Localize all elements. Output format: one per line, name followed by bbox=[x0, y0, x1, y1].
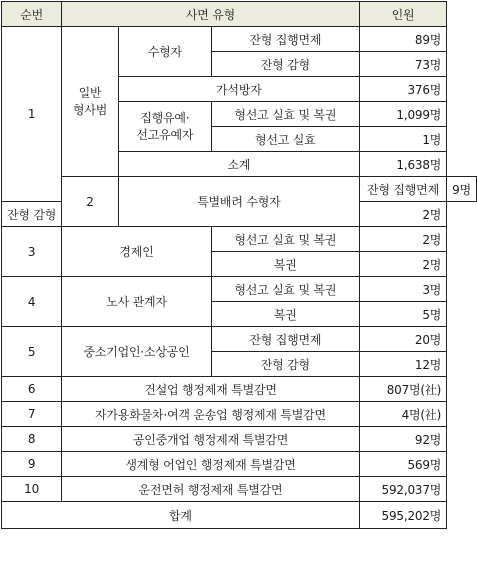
total-count: 595,202명 bbox=[359, 502, 446, 529]
row-number: 3 bbox=[2, 227, 62, 277]
table-row bbox=[2, 427, 477, 452]
category-label: 노사 관계자 bbox=[62, 277, 212, 327]
category-label: 생계형 어업인 행정제재 특별감면 bbox=[62, 452, 360, 477]
table-row bbox=[2, 27, 477, 52]
count-value: 4명(社) bbox=[359, 402, 446, 427]
count-value: 592,037명 bbox=[359, 477, 446, 502]
detail-label: 잔형 감형 bbox=[211, 352, 359, 377]
count-value: 20명 bbox=[359, 327, 446, 352]
detail-label: 형선고 실효 bbox=[211, 127, 359, 152]
detail-label: 형선고 실효 및 복권 bbox=[211, 277, 359, 302]
count-value: 569명 bbox=[359, 452, 446, 477]
category-general-criminal bbox=[62, 27, 119, 177]
category-label: 운전면허 행정제재 특별감면 bbox=[62, 477, 360, 502]
row-number: 7 bbox=[2, 402, 62, 427]
subtotal-label: 소계 bbox=[118, 152, 359, 177]
count-value: 5명 bbox=[359, 302, 446, 327]
subcategory-line-2: 선고유예자 bbox=[136, 127, 194, 142]
count-value: 807명(社) bbox=[359, 377, 446, 402]
row-number: 9 bbox=[2, 452, 62, 477]
detail-label: 잔형 집행면제 bbox=[211, 27, 359, 52]
count-value: 9명 bbox=[447, 177, 477, 202]
category-label: 중소기업인·소상공인 bbox=[62, 327, 212, 377]
subcategory-inmates: 수형자 bbox=[118, 27, 211, 77]
total-label: 합계 bbox=[2, 502, 360, 529]
table-row bbox=[2, 477, 477, 502]
row-number: 6 bbox=[2, 377, 62, 402]
header-row bbox=[2, 2, 477, 27]
count-value: 12명 bbox=[359, 352, 446, 377]
row-number: 8 bbox=[2, 427, 62, 452]
table-row bbox=[2, 452, 477, 477]
detail-label: 잔형 감형 bbox=[2, 202, 62, 227]
detail-label: 잔형 집행면제 bbox=[359, 177, 446, 202]
table-row bbox=[2, 377, 477, 402]
detail-label: 복권 bbox=[211, 252, 359, 277]
table-row bbox=[2, 327, 477, 352]
count-value: 73명 bbox=[359, 52, 446, 77]
total-row bbox=[2, 502, 477, 529]
count-value: 2명 bbox=[359, 252, 446, 277]
subcategory-suspended-sentence bbox=[118, 102, 211, 152]
category-line-2: 형사범 bbox=[72, 102, 108, 117]
table-row bbox=[2, 227, 477, 252]
count-value: 1명 bbox=[359, 127, 446, 152]
count-value: 376명 bbox=[359, 77, 446, 102]
header-amnesty-type: 사면 유형 bbox=[62, 2, 360, 27]
count-value: 89명 bbox=[359, 27, 446, 52]
row-number: 10 bbox=[2, 477, 62, 502]
count-value: 2명 bbox=[359, 202, 446, 227]
header-number: 순번 bbox=[2, 2, 62, 27]
subtotal-count: 1,638명 bbox=[359, 152, 446, 177]
amnesty-table-container bbox=[1, 1, 477, 529]
category-label: 자가용화물차·여객 운송업 행정제재 특별감면 bbox=[62, 402, 360, 427]
row-number: 5 bbox=[2, 327, 62, 377]
count-value: 1,099명 bbox=[359, 102, 446, 127]
detail-label: 잔형 집행면제 bbox=[211, 327, 359, 352]
row-number: 4 bbox=[2, 277, 62, 327]
subcategory-line-1: 집행유예· bbox=[140, 110, 190, 125]
table-row bbox=[2, 402, 477, 427]
detail-label: 복권 bbox=[211, 302, 359, 327]
count-value: 92명 bbox=[359, 427, 446, 452]
category-label: 공인중개업 행정제재 특별감면 bbox=[62, 427, 360, 452]
amnesty-summary-table bbox=[1, 1, 477, 529]
count-value: 3명 bbox=[359, 277, 446, 302]
table-row bbox=[2, 277, 477, 302]
table-row bbox=[2, 177, 477, 202]
row-number: 1 bbox=[2, 27, 62, 202]
detail-label: 형선고 실효 및 복권 bbox=[211, 227, 359, 252]
category-label: 경제인 bbox=[62, 227, 212, 277]
row-number: 2 bbox=[62, 177, 119, 227]
category-label: 건설업 행정제재 특별감면 bbox=[62, 377, 360, 402]
detail-label: 형선고 실효 및 복권 bbox=[211, 102, 359, 127]
category-line-1: 일반 bbox=[78, 85, 102, 100]
detail-label: 잔형 감형 bbox=[211, 52, 359, 77]
count-value: 2명 bbox=[359, 227, 446, 252]
detail-label: 가석방자 bbox=[118, 77, 359, 102]
category-label: 특별배려 수형자 bbox=[118, 177, 359, 227]
header-count: 인원 bbox=[359, 2, 446, 27]
